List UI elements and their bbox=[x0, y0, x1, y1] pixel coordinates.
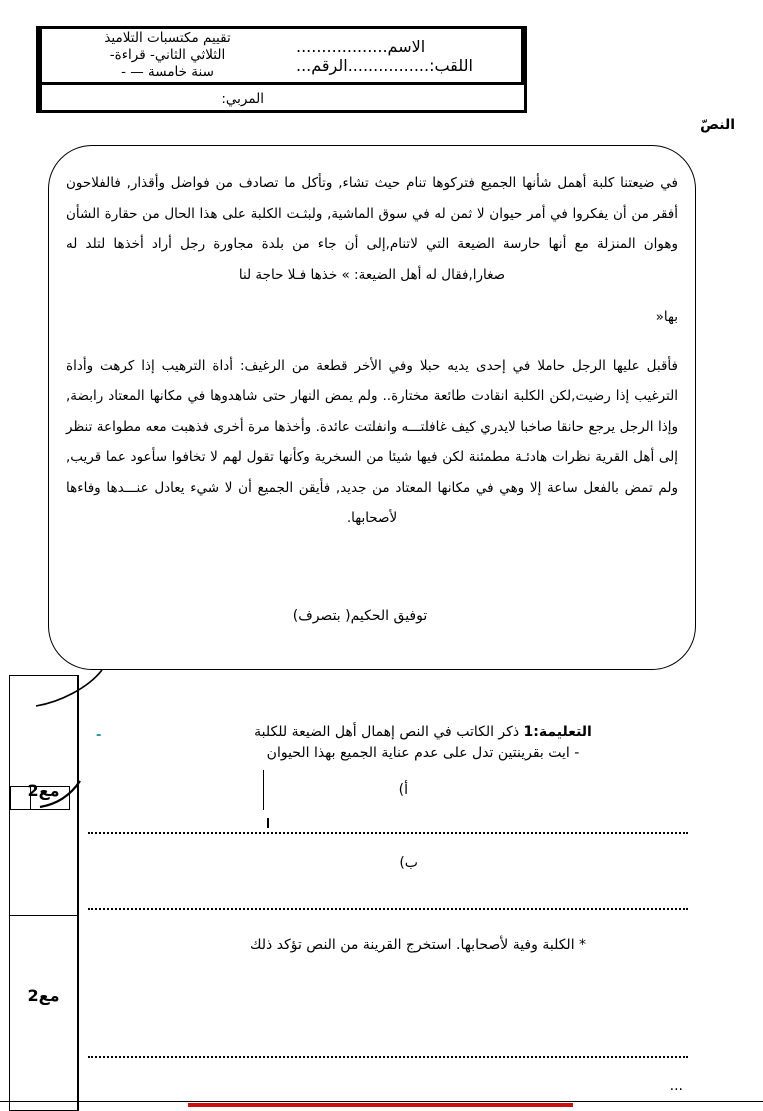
answer-label-a: أ) bbox=[398, 782, 408, 798]
reading-paragraph-3: فأقبل عليها الرجل حاملا في إحدى يديه حبلا وفي الأخر قطعة من الرغيف: أداة الترهيب إذا كرهت وأداة الترغيب إذا رضيت,لكن الكلبة انقادت طائعة مختارة.. ولم يمض النهار حتى شاهدوها في مكانها المعتاد رابضة, وإذا الرجل يرجع حانقا صاخبا لايدري كيف غافلتـــه وانفلتت عائدة. وأخذها مرة أخرى فذهبت معه مطواعة تنظر إلى أهل القرية نظرات هادئـة مطمئنة لكن فيها شيئا من السخرية وكأنها تقول لهم لا تخافوا سأعود عما قريب, ولم تمض بالفعل ساعة إلا وهي في مكانها المعتاد من جديد, فأيقن الجميع أن لا شيء يعادل عنـــدها وفاءها لأصحابها. bbox=[66, 357, 678, 526]
question-1-prompt: ذكر الكاتب في النص إهمال أهل الضيعة للكلبة bbox=[254, 724, 520, 740]
text-cursor-tick bbox=[267, 818, 269, 828]
answer-line-a[interactable] bbox=[88, 832, 688, 834]
exam-title-line-3: سنة خامسة — - bbox=[121, 64, 214, 80]
reading-paragraph-2: بها« bbox=[655, 309, 678, 325]
trailing-ellipsis: ... bbox=[669, 1078, 683, 1094]
answer-line-b[interactable] bbox=[88, 908, 688, 910]
header-cell-teacher bbox=[39, 85, 270, 113]
header-cell-identity bbox=[296, 29, 524, 82]
mark-value-2: مع2 bbox=[27, 985, 60, 1005]
question-2-prompt: * الكلبة وفية لأصحابها. استخرج القرينة من النص تؤكد ذلك bbox=[249, 937, 587, 953]
mark-grid-cell[interactable] bbox=[30, 787, 50, 809]
student-surname-number-field[interactable]: اللقب:................الرقم... bbox=[296, 55, 473, 75]
teacher-label: المربي: bbox=[221, 91, 264, 107]
mark-grid-question-1[interactable] bbox=[9, 786, 70, 810]
footer-rule bbox=[0, 1101, 763, 1102]
mark-grid-cell[interactable] bbox=[50, 787, 69, 809]
header-row-bottom bbox=[39, 85, 524, 113]
marks-column-divider bbox=[9, 915, 78, 916]
question-1-label: التعليمة:1 bbox=[523, 724, 592, 740]
exam-title-line-1: تقييم مكتسبات التلاميذ bbox=[104, 30, 231, 46]
question-1-block bbox=[168, 722, 678, 764]
student-name-field[interactable]: الاسم.................. bbox=[296, 36, 426, 56]
header-cell-exam-title bbox=[39, 29, 293, 82]
teal-dash-marker: - bbox=[96, 728, 102, 743]
questions-left-border bbox=[78, 675, 79, 1111]
mark-value-1: مع2 bbox=[27, 780, 60, 800]
text-attribution: توفيق الحكيم( بتصرف) bbox=[292, 608, 428, 624]
question-1-sub-prompt: - ايت بقرينتين تدل على عدم عناية الجميع بهذا الحيوان bbox=[266, 745, 580, 761]
text-cursor-caret bbox=[263, 770, 264, 810]
reading-text-body bbox=[66, 168, 678, 546]
mark-cell-question-2 bbox=[9, 975, 78, 1015]
footer-red-bar bbox=[188, 1103, 573, 1107]
mark-grid-cell[interactable] bbox=[10, 787, 30, 809]
answer-line-q2[interactable] bbox=[88, 1056, 688, 1058]
exam-title-line-2: الثلاثي الثاني- قراءة- bbox=[109, 47, 226, 63]
text-section-label: النصّ bbox=[700, 117, 735, 133]
reading-paragraph-1: في ضيعتنا كلبة أهمل شأنها الجميع فتركوها تنام حيث تشاء, وتأكل ما تصادف من فواضل وأقذار, فالفلاحون أفقر من أن يفكروا في أمر حيوان لا ثمن له في سوق الماشية, ولبثـت الكلبة على هذا الحال من حقارة الشأن وهوان المنزلة مع أنها حارسة الضيعة التي لاتنام,إلى أن جاء من بلدة مجاورة رجل أراد أخذها لتلد له صغارا,فقال له أهل الضيعة: » خذها فـلا حاجة لنا bbox=[66, 175, 678, 283]
answer-label-b: ب) bbox=[399, 855, 418, 871]
header-cell-bottom-rest bbox=[270, 85, 524, 113]
marks-column-box bbox=[9, 675, 78, 1111]
